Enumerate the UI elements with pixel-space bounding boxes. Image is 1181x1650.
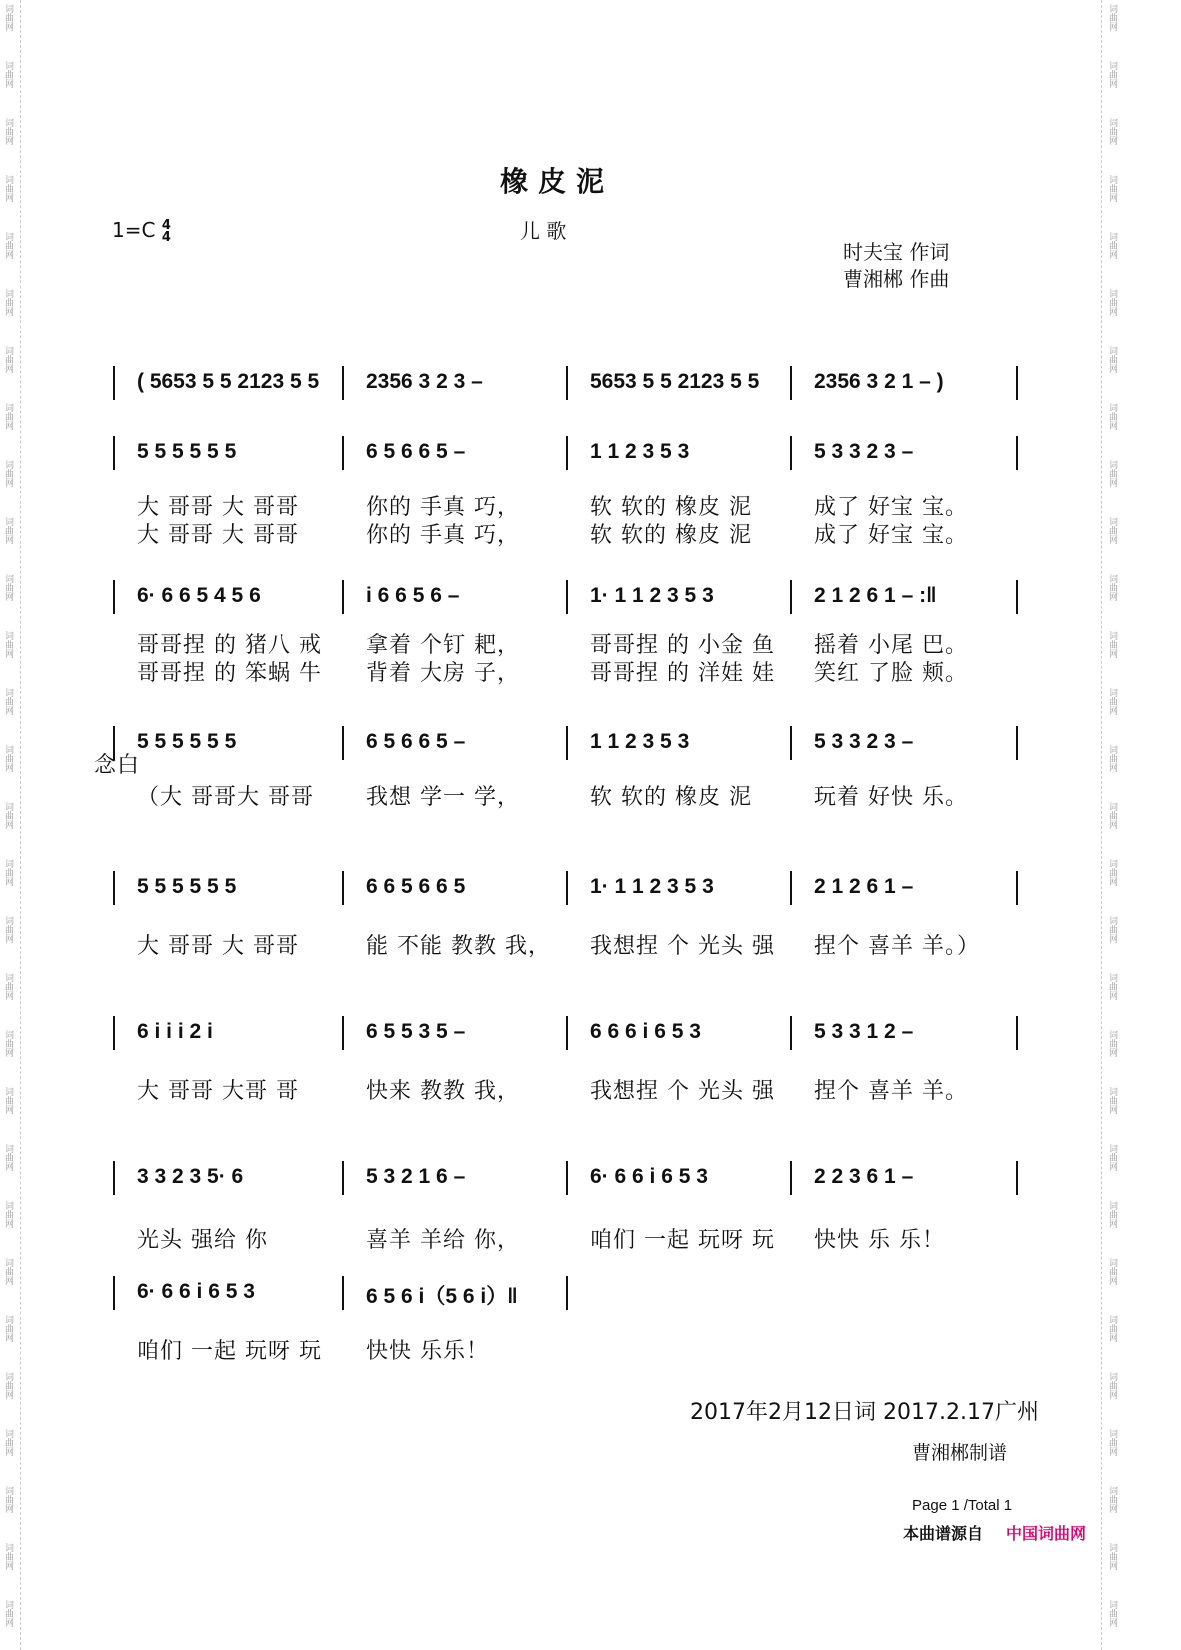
barline: [1016, 580, 1018, 614]
watermark-text: 词曲网: [1107, 688, 1117, 715]
barline: [113, 871, 115, 905]
barline: [342, 726, 344, 760]
barline: [342, 871, 344, 905]
measure-notes: 5 3 3 1 2 –: [814, 1020, 914, 1043]
measure-notes: 2 2 3 6 1 –: [814, 1165, 914, 1188]
measure-notes: 6 5 6 i（5 6 i）‖: [366, 1285, 518, 1308]
barline: [566, 1276, 568, 1310]
lyric-text: 笑红 了脸 颊。: [814, 661, 968, 686]
lyric-text: 我想捏 个 光头 强: [590, 934, 775, 959]
watermark-text: 词曲网: [1107, 1429, 1117, 1456]
watermark-text: 词曲网: [1107, 1543, 1117, 1570]
watermark-text: 词曲网: [1107, 802, 1117, 829]
barline: [113, 436, 115, 470]
lyric-text: 快快 乐 乐！: [814, 1228, 945, 1253]
left-margin-guide: [20, 0, 21, 1650]
watermark-text: 词曲网: [1107, 1315, 1117, 1342]
measure-notes: 6 5 5 3 5 –: [366, 1020, 466, 1043]
watermark-text: 词曲网: [3, 1087, 13, 1114]
watermark-text: 词曲网: [3, 289, 13, 316]
watermark-text: 词曲网: [3, 118, 13, 145]
measure-notes: 6 i i i 2 i: [137, 1020, 213, 1043]
measure-notes: ( 5653 5 5 2123 5 5: [137, 370, 320, 393]
barline: [566, 580, 568, 614]
watermark-text: 词曲网: [1107, 1486, 1117, 1513]
watermark-text: 词曲网: [3, 232, 13, 259]
time-signature: [161, 217, 171, 245]
watermark-text: 词曲网: [1107, 517, 1117, 544]
lyric-text: 我想 学一 学，: [366, 785, 520, 810]
watermark-text: 词曲网: [3, 61, 13, 88]
watermark-text: 词曲网: [1107, 859, 1117, 886]
watermark-text: 词曲网: [1107, 289, 1117, 316]
watermark-text: 词曲网: [3, 1144, 13, 1171]
watermark-text: 词曲网: [1107, 232, 1117, 259]
barline: [790, 436, 792, 470]
lyric-text: 软 软的 橡皮 泥: [590, 785, 752, 810]
lyric-text: 快来 教教 我，: [366, 1079, 520, 1104]
lyric-text: 哥哥捏 的 洋娃 娃: [590, 661, 775, 686]
watermark-text: 词曲网: [1107, 346, 1117, 373]
watermark-text: 词曲网: [3, 574, 13, 601]
watermark-text: 词曲网: [3, 745, 13, 772]
watermark-text: 词曲网: [3, 403, 13, 430]
lyric-text: 喜羊 羊给 你，: [366, 1228, 520, 1253]
barline: [790, 726, 792, 760]
watermark-text: 词曲网: [3, 460, 13, 487]
measure-notes: 5 5 5 5 5 5: [137, 440, 237, 463]
watermark-text: 词曲网: [1107, 175, 1117, 202]
measure-notes: 2 1 2 6 1 –: [814, 875, 914, 898]
measure-notes: i 6 6 5 6 –: [366, 584, 460, 607]
watermark-text: 词曲网: [1107, 1258, 1117, 1285]
key-label: 1=C: [112, 218, 156, 242]
watermark-text: 词曲网: [3, 1600, 13, 1627]
watermark-text: 词曲网: [3, 1201, 13, 1228]
barline: [1016, 366, 1018, 400]
lyricist-credit: 时夫宝 作词: [843, 240, 950, 264]
watermark-text: 词曲网: [3, 4, 13, 31]
measure-notes: 6 6 5 6 6 5: [366, 875, 466, 898]
watermark-text: 词曲网: [1107, 574, 1117, 601]
time-top: 4: [161, 217, 171, 233]
composition-date: 2017年2月12日词 2017.2.17广州: [690, 1400, 1039, 1425]
measure-notes: 1· 1 1 2 3 5 3: [590, 875, 714, 898]
watermark-text: 词曲网: [3, 1258, 13, 1285]
watermark-text: 词曲网: [3, 1372, 13, 1399]
measure-notes: 5 3 2 1 6 –: [366, 1165, 466, 1188]
composer-credit: 曹湘郴 作曲: [843, 267, 950, 291]
lyric-text: 软 软的 橡皮 泥: [590, 523, 752, 548]
barline: [113, 1276, 115, 1310]
measure-notes: 1 1 2 3 5 3: [590, 440, 690, 463]
watermark-text: 词曲网: [1107, 973, 1117, 1000]
lyric-text: 你的 手真 巧，: [366, 523, 520, 548]
barline: [342, 1276, 344, 1310]
watermark-text: 词曲网: [3, 631, 13, 658]
barline: [1016, 871, 1018, 905]
measure-notes: 6· 6 6 i 6 5 3: [590, 1165, 708, 1188]
barline: [342, 1161, 344, 1195]
watermark-text: 词曲网: [1107, 4, 1117, 31]
measure-notes: 6· 6 6 i 6 5 3: [137, 1280, 255, 1303]
watermark-text: 词曲网: [3, 859, 13, 886]
watermark-text: 词曲网: [1107, 916, 1117, 943]
watermark-text: 词曲网: [1107, 1372, 1117, 1399]
measure-notes: 2356 3 2 1 – ): [814, 370, 944, 393]
lyric-text: 咱们 一起 玩呀 玩: [590, 1228, 775, 1253]
watermark-text: 词曲网: [1107, 1144, 1117, 1171]
barline: [566, 1161, 568, 1195]
lyric-text: 我想捏 个 光头 强: [590, 1079, 775, 1104]
lyric-text: 咱们 一起 玩呀 玩: [137, 1339, 322, 1364]
measure-notes: 5 3 3 2 3 –: [814, 730, 914, 753]
measure-notes: 1 1 2 3 5 3: [590, 730, 690, 753]
watermark-text: 词曲网: [1107, 118, 1117, 145]
lyric-text: 大 哥哥 大 哥哥: [137, 523, 299, 548]
lyric-text: 成了 好宝 宝。: [814, 523, 968, 548]
measure-notes: 6 5 6 6 5 –: [366, 730, 466, 753]
watermark-text: 词曲网: [3, 802, 13, 829]
watermark-text: 词曲网: [3, 916, 13, 943]
genre-label: 儿 歌: [520, 219, 567, 243]
watermark-text: 词曲网: [3, 517, 13, 544]
barline: [566, 366, 568, 400]
barline: [566, 726, 568, 760]
measure-notes: 3 3 2 3 5· 6: [137, 1165, 244, 1188]
watermark-text: 词曲网: [1107, 403, 1117, 430]
lyric-text: 快快 乐乐！: [366, 1339, 489, 1364]
lyric-text: 大 哥哥 大哥 哥: [137, 1079, 299, 1104]
measure-notes: 1· 1 1 2 3 5 3: [590, 584, 714, 607]
measure-notes: 5653 5 5 2123 5 5: [590, 370, 760, 393]
watermark-text: 词曲网: [3, 688, 13, 715]
barline: [566, 436, 568, 470]
barline: [1016, 436, 1018, 470]
lyric-text: 哥哥捏 的 小金 鱼: [590, 633, 775, 658]
watermark-text: 词曲网: [3, 175, 13, 202]
lyric-text: 摇着 小尾 巴。: [814, 633, 968, 658]
source-label: 本曲谱源自: [903, 1524, 984, 1543]
lyric-text: 拿着 个钉 耙，: [366, 633, 520, 658]
barline: [790, 1161, 792, 1195]
lyric-text: 光头 强给 你: [137, 1228, 268, 1253]
watermark-text: 词曲网: [1107, 1087, 1117, 1114]
barline: [1016, 1016, 1018, 1050]
watermark-text: 词曲网: [3, 346, 13, 373]
measure-notes: 6 5 6 6 5 –: [366, 440, 466, 463]
watermark-text: 词曲网: [3, 1543, 13, 1570]
watermark-text: 词曲网: [3, 973, 13, 1000]
lyric-text: 捏个 喜羊 羊。）: [814, 934, 980, 959]
watermark-text: 词曲网: [1107, 1030, 1117, 1057]
measure-notes: 6· 6 6 5 4 5 6: [137, 584, 261, 607]
spoken-label: 念白: [94, 753, 141, 778]
lyric-text: 背着 大房 子，: [366, 661, 520, 686]
measure-notes: 5 5 5 5 5 5: [137, 730, 237, 753]
barline: [342, 436, 344, 470]
barline: [342, 580, 344, 614]
barline: [566, 871, 568, 905]
lyric-text: 哥哥捏 的 笨蜗 牛: [137, 661, 322, 686]
time-bottom: 4: [161, 229, 171, 245]
measure-notes: 2 1 2 6 1 – :‖: [814, 584, 937, 607]
watermark-text: 词曲网: [1107, 1600, 1117, 1627]
barline: [1016, 726, 1018, 760]
page-title: 橡皮泥: [500, 165, 615, 198]
watermark-text: 词曲网: [1107, 61, 1117, 88]
barline: [113, 580, 115, 614]
watermark-text: 词曲网: [3, 1486, 13, 1513]
measure-notes: 2356 3 2 3 –: [366, 370, 483, 393]
right-margin-guide: [1101, 0, 1102, 1650]
barline: [790, 366, 792, 400]
barline: [113, 1016, 115, 1050]
barline: [113, 1161, 115, 1195]
barline: [113, 366, 115, 400]
watermark-text: 词曲网: [1107, 745, 1117, 772]
lyric-text: （大 哥哥大 哥哥: [137, 785, 314, 810]
barline: [790, 871, 792, 905]
measure-notes: 6 6 6 i 6 5 3: [590, 1020, 701, 1043]
lyric-text: 大 哥哥 大 哥哥: [137, 495, 299, 520]
lyric-text: 成了 好宝 宝。: [814, 495, 968, 520]
lyric-text: 软 软的 橡皮 泥: [590, 495, 752, 520]
engraver-credit: 曹湘郴制谱: [912, 1442, 1008, 1464]
page-number: Page 1 /Total 1: [912, 1497, 1013, 1514]
barline: [1016, 1161, 1018, 1195]
watermark-text: 词曲网: [3, 1030, 13, 1057]
barline: [790, 580, 792, 614]
measure-notes: 5 3 3 2 3 –: [814, 440, 914, 463]
watermark-text: 词曲网: [3, 1429, 13, 1456]
watermark-text: 词曲网: [3, 1315, 13, 1342]
watermark-text: 词曲网: [1107, 460, 1117, 487]
lyric-text: 大 哥哥 大 哥哥: [137, 934, 299, 959]
measure-notes: 5 5 5 5 5 5: [137, 875, 237, 898]
lyric-text: 你的 手真 巧，: [366, 495, 520, 520]
barline: [566, 1016, 568, 1050]
lyric-text: 能 不能 教教 我，: [366, 934, 551, 959]
barline: [790, 1016, 792, 1050]
watermark-text: 词曲网: [1107, 1201, 1117, 1228]
key-signature: [112, 218, 171, 244]
watermark-text: 词曲网: [1107, 631, 1117, 658]
lyric-text: 哥哥捏 的 猪八 戒: [137, 633, 322, 658]
source-site-link[interactable]: 中国词曲网: [1006, 1524, 1087, 1543]
lyric-text: 捏个 喜羊 羊。: [814, 1079, 968, 1104]
lyric-text: 玩着 好快 乐。: [814, 785, 968, 810]
barline: [342, 1016, 344, 1050]
barline: [342, 366, 344, 400]
